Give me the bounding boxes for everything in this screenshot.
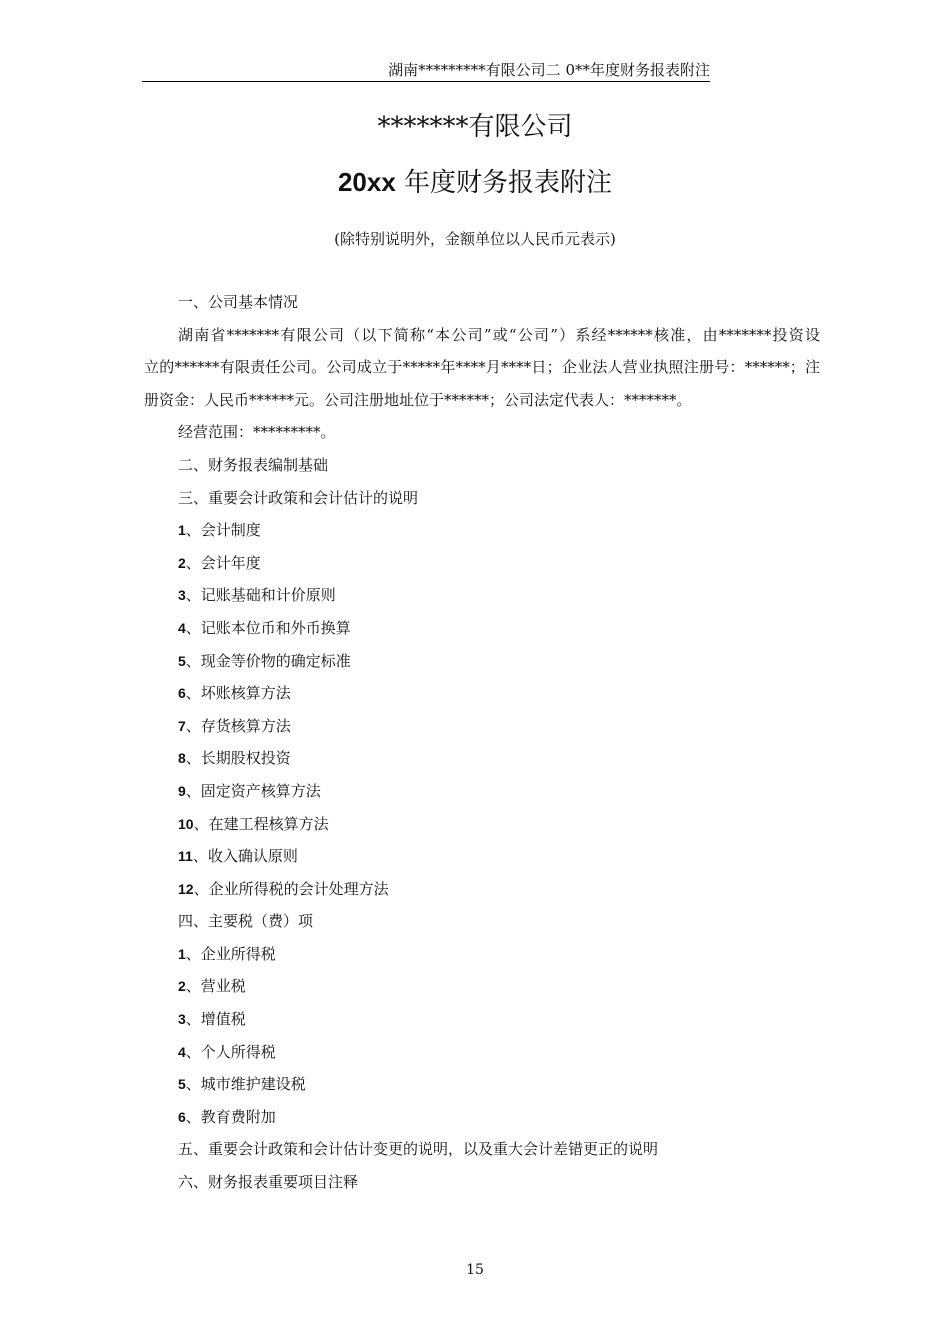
company-intro-line-1: 湖南省*******有限公司（以下简称“本公司”或“公司”）系经******核准，由*******投资设 <box>178 325 820 344</box>
policy-item <box>144 840 820 873</box>
policy-item <box>144 514 820 547</box>
tax-item <box>144 970 820 1003</box>
item-text: 、增值税 <box>185 1010 246 1029</box>
item-text: 、城市维护建设税 <box>185 1075 306 1094</box>
item-text: 、坏账核算方法 <box>185 684 291 703</box>
item-number: 7 <box>178 717 186 734</box>
company-intro-line-2: 立的******有限责任公司。公司成立于*****年****月****日；企业法人营业执照注册号：******；注 <box>144 358 820 377</box>
item-number: 1 <box>178 945 186 962</box>
item-text: 、在建工程核算方法 <box>193 814 329 833</box>
item-number: 5 <box>178 652 186 669</box>
policy-item <box>144 808 820 841</box>
policy-item <box>144 645 820 678</box>
item-number: 3 <box>178 587 186 604</box>
section-heading-6: 六、财务报表重要项目注释 <box>178 1173 359 1192</box>
item-text: 、现金等价物的确定标准 <box>185 651 351 670</box>
item-text: 、记账本位币和外币换算 <box>185 618 351 637</box>
running-header: 湖南*********有限公司二 0**年度财务报表附注 <box>388 61 710 79</box>
item-number: 11 <box>178 848 193 865</box>
item-text: 、固定资产核算方法 <box>185 781 321 800</box>
company-title: *******有限公司 <box>377 112 573 142</box>
item-number: 6 <box>178 1108 186 1125</box>
report-year: 20xx <box>337 167 396 197</box>
tax-item <box>144 1003 820 1036</box>
policy-item <box>144 873 820 906</box>
item-number: 4 <box>178 619 186 636</box>
item-number: 2 <box>178 554 186 571</box>
company-intro-line-3: 册资金：人民币******元。公司注册地址位于******；公司法定代表人：*******。 <box>144 390 692 409</box>
page-number: 15 <box>466 1262 484 1278</box>
item-text: 、会计年度 <box>185 553 261 572</box>
item-text: 、会计制度 <box>185 521 261 540</box>
section-heading-4: 四、主要税（费）项 <box>178 912 314 931</box>
item-text: 、企业所得税 <box>185 944 276 963</box>
header-rule <box>142 81 710 82</box>
business-scope: 经营范围：*********。 <box>178 423 336 442</box>
item-text: 、教育费附加 <box>185 1107 276 1126</box>
section-heading-1: 一、公司基本情况 <box>178 293 299 311</box>
section-heading-2: 二、财务报表编制基础 <box>178 455 329 474</box>
tax-item <box>144 1101 820 1134</box>
item-number: 10 <box>178 815 194 832</box>
section-heading-5: 五、重要会计政策和会计估计变更的说明，以及重大会计差错更正的说明 <box>178 1140 659 1159</box>
tax-item <box>144 1068 820 1101</box>
item-number: 5 <box>178 1076 186 1093</box>
item-number: 8 <box>178 750 186 767</box>
report-title-text: 年度财务报表附注 <box>395 168 613 198</box>
currency-note: (除特别说明外，金额单位以人民币元表示) <box>334 230 616 248</box>
policy-item <box>144 775 820 808</box>
tax-item <box>144 1036 820 1069</box>
item-number: 4 <box>178 1043 186 1060</box>
item-text: 、企业所得税的会计处理方法 <box>193 879 389 898</box>
report-title <box>0 162 950 199</box>
item-number: 6 <box>178 685 186 702</box>
item-text: 、收入确认原则 <box>192 847 298 866</box>
item-number: 3 <box>178 1011 186 1028</box>
tax-item <box>144 938 820 971</box>
item-number: 2 <box>178 978 186 995</box>
item-number: 9 <box>178 782 186 799</box>
item-text: 、个人所得税 <box>185 1042 276 1061</box>
policy-item <box>144 579 820 612</box>
policy-item <box>144 612 820 645</box>
item-text: 、长期股权投资 <box>185 749 291 768</box>
policy-item <box>144 547 820 580</box>
notes-body <box>144 286 820 1199</box>
item-text: 、记账基础和计价原则 <box>185 586 336 605</box>
item-text: 、营业税 <box>185 977 246 996</box>
item-text: 、存货核算方法 <box>185 716 291 735</box>
section-heading-3: 三、重要会计政策和会计估计的说明 <box>178 488 419 507</box>
policy-item <box>144 742 820 775</box>
item-number: 1 <box>178 522 186 539</box>
policy-item <box>144 710 820 743</box>
item-number: 12 <box>178 880 194 897</box>
policy-item <box>144 677 820 710</box>
